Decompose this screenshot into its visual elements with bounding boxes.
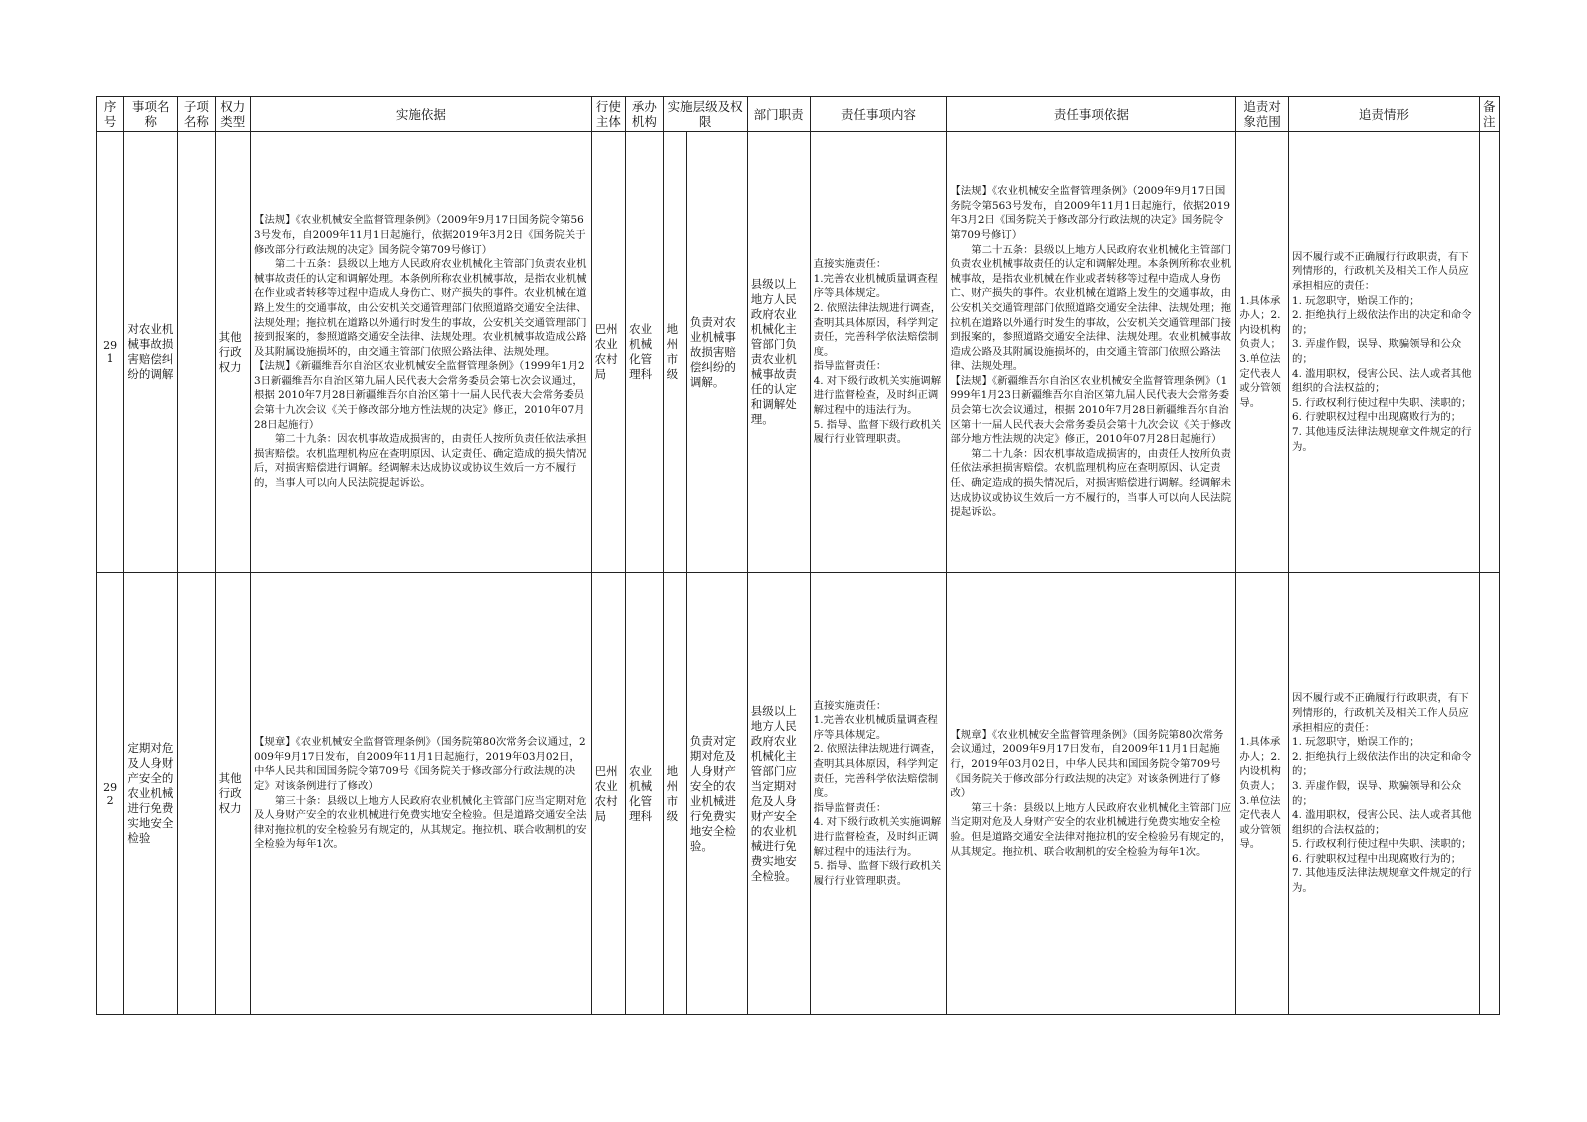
cases-line: 1. 玩忽职守，贻误工作的； — [1292, 294, 1420, 307]
header-resp: 责任事项内容 — [810, 97, 947, 132]
cases-line: 2. 拒绝执行上级依法作出的决定和命令的； — [1292, 309, 1472, 336]
row-item-name: 对农业机械事故损害赔偿纠纷的调解 — [124, 132, 178, 573]
resp-basis-paragraph: 【法规】《农业机械安全监督管理条例》（2009年9月17日国务院令第563号发布，自2009年11月1日起施行，依据2019年3月2日《国务院关于修改部分行政法规的决定》国务院令第709号修订） — [950, 185, 1231, 241]
resp-line: 4. 对下级行政机关实施调解进行监督检查，及时纠正调解过程中的违法行为。 — [813, 816, 942, 858]
row-note — [1479, 132, 1499, 573]
table-row — [97, 132, 1500, 573]
cases-line: 1. 玩忽职守，贻误工作的； — [1292, 736, 1420, 749]
row-resp-basis — [947, 132, 1236, 573]
resp-basis-paragraph: 【规章】《农业机械安全监督管理条例》（国务院第80次常务会议通过，2009年9月17日发布，自2009年11月1日起施行，2019年03月02日，中华人民共和国国务院令第709号《国务院关于修改部分行政法规的决定》对该条例进行了修改） — [950, 728, 1224, 800]
cases-line: 6. 行驶职权过程中出现腐败行为的； — [1292, 852, 1462, 865]
cases-line: 因不履行或不正确履行行政职责，有下列情形的，行政机关及相关工作人员应承担相应的责任： — [1292, 692, 1469, 734]
cases-line: 因不履行或不正确履行行政职责，有下列情形的，行政机关及相关工作人员应承担相应的责任： — [1292, 250, 1469, 293]
row-power-type: 其他行政权力 — [215, 132, 250, 573]
row-resp — [810, 573, 947, 1015]
resp-line: 4. 对下级行政机关实施调解进行监督检查，及时纠正调解过程中的违法行为。 — [813, 374, 942, 417]
row-resp — [810, 132, 947, 573]
resp-basis-paragraph: 第二十九条：因农机事故造成损害的，由责任人按所负责任依法承担损害赔偿。农机监理机构应在查明原因、认定责任、确定造成的损失情况后，对损害赔偿进行调解。经调解未达成协议或协议生效后一方不履行的，当事人可以向人民法院提起诉讼。 — [950, 447, 1231, 519]
row-cases — [1289, 573, 1480, 1015]
resp-line: 5. 指导、监督下级行政机关履行行业管理职责。 — [813, 418, 942, 446]
basis-paragraph: 第二十五条：县级以上地方人民政府农业机械化主管部门负责农业机械事故责任的认定和调解处理。本条例所称农业机械事故，是指农业机械在作业或者转移等过程中造成人身伤亡、财产损失的事件。农业机械在道路上发生的交通事故，由公安机关交通管理部门依照道路交通安全法律、法规处理；拖拉机在道路以外通行时发生的事故，公安机关交通管理部门接到报案的，参照道路交通安全法律、法规处理。农业机械事故造成公路及其附属设施损坏的，由交通主管部门依照公路法律、法规处理。 — [254, 258, 587, 358]
header-scope: 追责对象范围 — [1236, 97, 1289, 132]
resp-basis-paragraph: 第二十五条：县级以上地方人民政府农业机械化主管部门负责农业机械事故责任的认定和调解处理。本条例所称农业机械事故，是指农业机械在作业或者转移等过程中造成人身伤亡、财产损失的事件。农业机械在道路上发生的交通事故，由公安机关交通管理部门依照道路交通安全法律、法规处理；拖拉机在道路以外通行时发生的事故，公安机关交通管理部门接到报案的，参照道路交通安全法律、法规处理。农业机械事故造成公路及其附属设施损坏的，由交通主管部门依照公路法律、法规处理。 — [950, 243, 1231, 373]
row-level: 地州市级 — [663, 132, 686, 573]
cases-line: 2. 拒绝执行上级依法作出的决定和命令的； — [1292, 750, 1472, 778]
resp-line: 5. 指导、监督下级行政机关履行行业管理职责。 — [813, 860, 942, 887]
row-seq: 292 — [97, 573, 124, 1015]
row-subject: 巴州农业农村局 — [591, 573, 625, 1015]
row-sub-item — [178, 132, 216, 573]
row-org: 农业机械化管理科 — [626, 573, 664, 1015]
header-power-type: 权力类型 — [215, 97, 250, 132]
row-resp-basis — [947, 573, 1236, 1015]
basis-paragraph: 【法规】《农业机械安全监督管理条例》（2009年9月17日国务院令第563号发布，自2009年11月1日起施行，依据2019年3月2日《国务院关于修改部分行政法规的决定》国务院令第709号修订） — [254, 214, 586, 256]
header-resp-basis: 责任事项依据 — [947, 97, 1236, 132]
header-duty: 部门职责 — [747, 97, 810, 132]
resp-line: 指导监督责任： — [813, 801, 887, 814]
cases-line: 5. 行政权利行使过程中失职、渎职的； — [1292, 396, 1472, 409]
basis-paragraph: 第二十九条：因农机事故造成损害的，由责任人按所负责任依法承担损害赔偿。农机监理机构应在查明原因、认定责任、确定造成的损失情况后，对损害赔偿进行调解。经调解未达成协议或协议生效后一方不履行的，当事人可以向人民法院提起诉讼。 — [254, 433, 587, 490]
resp-line: 2. 依照法律法规进行调查，查明其具体原因，科学判定责任，完善科学依法赔偿制度。 — [813, 301, 942, 358]
row-seq: 291 — [97, 132, 124, 573]
header-seq: 序号 — [97, 97, 124, 132]
row-scope: 1.具体承办人；2.内设机构负责人；3.单位法定代表人或分管领导。 — [1236, 573, 1289, 1015]
cases-line: 7. 其他违反法律法规规章文件规定的行为。 — [1292, 867, 1472, 895]
row-sub-item — [178, 573, 216, 1015]
row-level: 地州市级 — [663, 573, 686, 1015]
row-level-authority: 负责对农业机械事故损害赔偿纠纷的调解。 — [686, 132, 747, 573]
row-cases — [1289, 132, 1480, 573]
header-basis: 实施依据 — [251, 97, 592, 132]
cases-line: 3. 弄虚作假，误导、欺骗领导和公众的； — [1292, 338, 1462, 365]
row-power-type: 其他行政权力 — [215, 573, 250, 1015]
basis-paragraph: 【法规】《新疆维吾尔自治区农业机械安全监督管理条例》（1999年1月23日新疆维吾尔自治区第九届人民代表大会常务委员会第七次会议通过，根据 2010年7月28日新疆维吾尔自治区第十一届人民代表大会常务委员会第十九次会议《关于修改部分地方性法规的决定》修正，2010年07月28日起施行） — [254, 360, 585, 431]
table-row — [97, 573, 1500, 1015]
row-duty: 县级以上地方人民政府农业机械化主管部门负责农业机械事故责任的认定和调解处理。 — [747, 132, 810, 573]
resp-line: 1.完善农业机械质量调查程序等具体规定。 — [813, 272, 938, 300]
row-org: 农业机械化管理科 — [626, 132, 664, 573]
resp-basis-paragraph: 【法规】《新疆维吾尔自治区农业机械安全监督管理条例》（1999年1月23日新疆维吾尔自治区第九届人民代表大会常务委员会第七次会议通过，根据 2010年7月28日新疆维吾尔自治区第十一届人民代表大会常务委员会第十九次会议《关于修改部分地方性法规的决定》修正，2010年07月28日起施行） — [950, 374, 1231, 446]
resp-line: 1.完善农业机械质量调查程序等具体规定。 — [813, 714, 938, 741]
cases-line: 3. 弄虚作假，误导、欺骗领导和公众的； — [1292, 779, 1462, 807]
cases-line: 7. 其他违反法律法规规章文件规定的行为。 — [1292, 425, 1472, 453]
basis-paragraph: 第三十条：县级以上地方人民政府农业机械化主管部门应当定期对危及人身财产安全的农业机械进行免费实地安全检验。但是道路交通安全法律对拖拉机的安全检验另有规定的，从其规定。拖拉机、联合收割机的安全检验为每年1次。 — [254, 794, 587, 851]
header-item-name: 事项名称 — [124, 97, 178, 132]
resp-line: 直接实施责任： — [813, 699, 887, 712]
row-level-authority: 负责对定期对危及人身财产安全的农业机械进行免费实地安全检验。 — [686, 573, 747, 1015]
cases-line: 5. 行政权利行使过程中失职、渎职的； — [1292, 838, 1472, 851]
header-cases: 追责情形 — [1289, 97, 1480, 132]
header-org: 承办机构 — [626, 97, 664, 132]
row-basis — [251, 573, 592, 1015]
header-note: 备注 — [1479, 97, 1499, 132]
power-list-table — [96, 96, 1500, 1015]
header-sub-item: 子项名称 — [178, 97, 216, 132]
resp-basis-paragraph: 第三十条：县级以上地方人民政府农业机械化主管部门应当定期对危及人身财产安全的农业机械进行免费实地安全检验。但是道路交通安全法律对拖拉机的安全检验另有规定的，从其规定。拖拉机、联合收割机的安全检验为每年1次。 — [950, 801, 1231, 858]
row-subject: 巴州农业农村局 — [591, 132, 625, 573]
cases-line: 4. 滥用职权，侵害公民、法人或者其他组织的合法权益的； — [1292, 367, 1472, 395]
row-scope: 1.具体承办人；2.内设机构负责人；3.单位法定代表人或分管领导。 — [1236, 132, 1289, 573]
cases-line: 6. 行驶职权过程中出现腐败行为的； — [1292, 411, 1462, 424]
header-level: 实施层级及权限 — [663, 97, 747, 132]
resp-line: 指导监督责任： — [813, 360, 887, 373]
row-duty: 县级以上地方人民政府农业机械化主管部门应当定期对危及人身财产安全的农业机械进行免费实地安全检验。 — [747, 573, 810, 1015]
header-subject: 行使主体 — [591, 97, 625, 132]
header-row — [97, 97, 1500, 132]
resp-line: 直接实施责任： — [813, 258, 887, 271]
cases-line: 4. 滥用职权，侵害公民、法人或者其他组织的合法权益的； — [1292, 809, 1472, 836]
resp-line: 2. 依照法律法规进行调查，查明其具体原因，科学判定责任，完善科学依法赔偿制度。 — [813, 743, 942, 800]
basis-paragraph: 【规章】《农业机械安全监督管理条例》（国务院第80次常务会议通过，2009年9月17日发布，自2009年11月1日起施行，2019年03月02日，中华人民共和国国务院令第709号《国务院关于修改部分行政法规的决定》对该条例进行了修改） — [254, 736, 586, 792]
row-basis — [251, 132, 592, 573]
row-note — [1479, 573, 1499, 1015]
row-item-name: 定期对危及人身财产安全的农业机械进行免费实地安全检验 — [124, 573, 178, 1015]
